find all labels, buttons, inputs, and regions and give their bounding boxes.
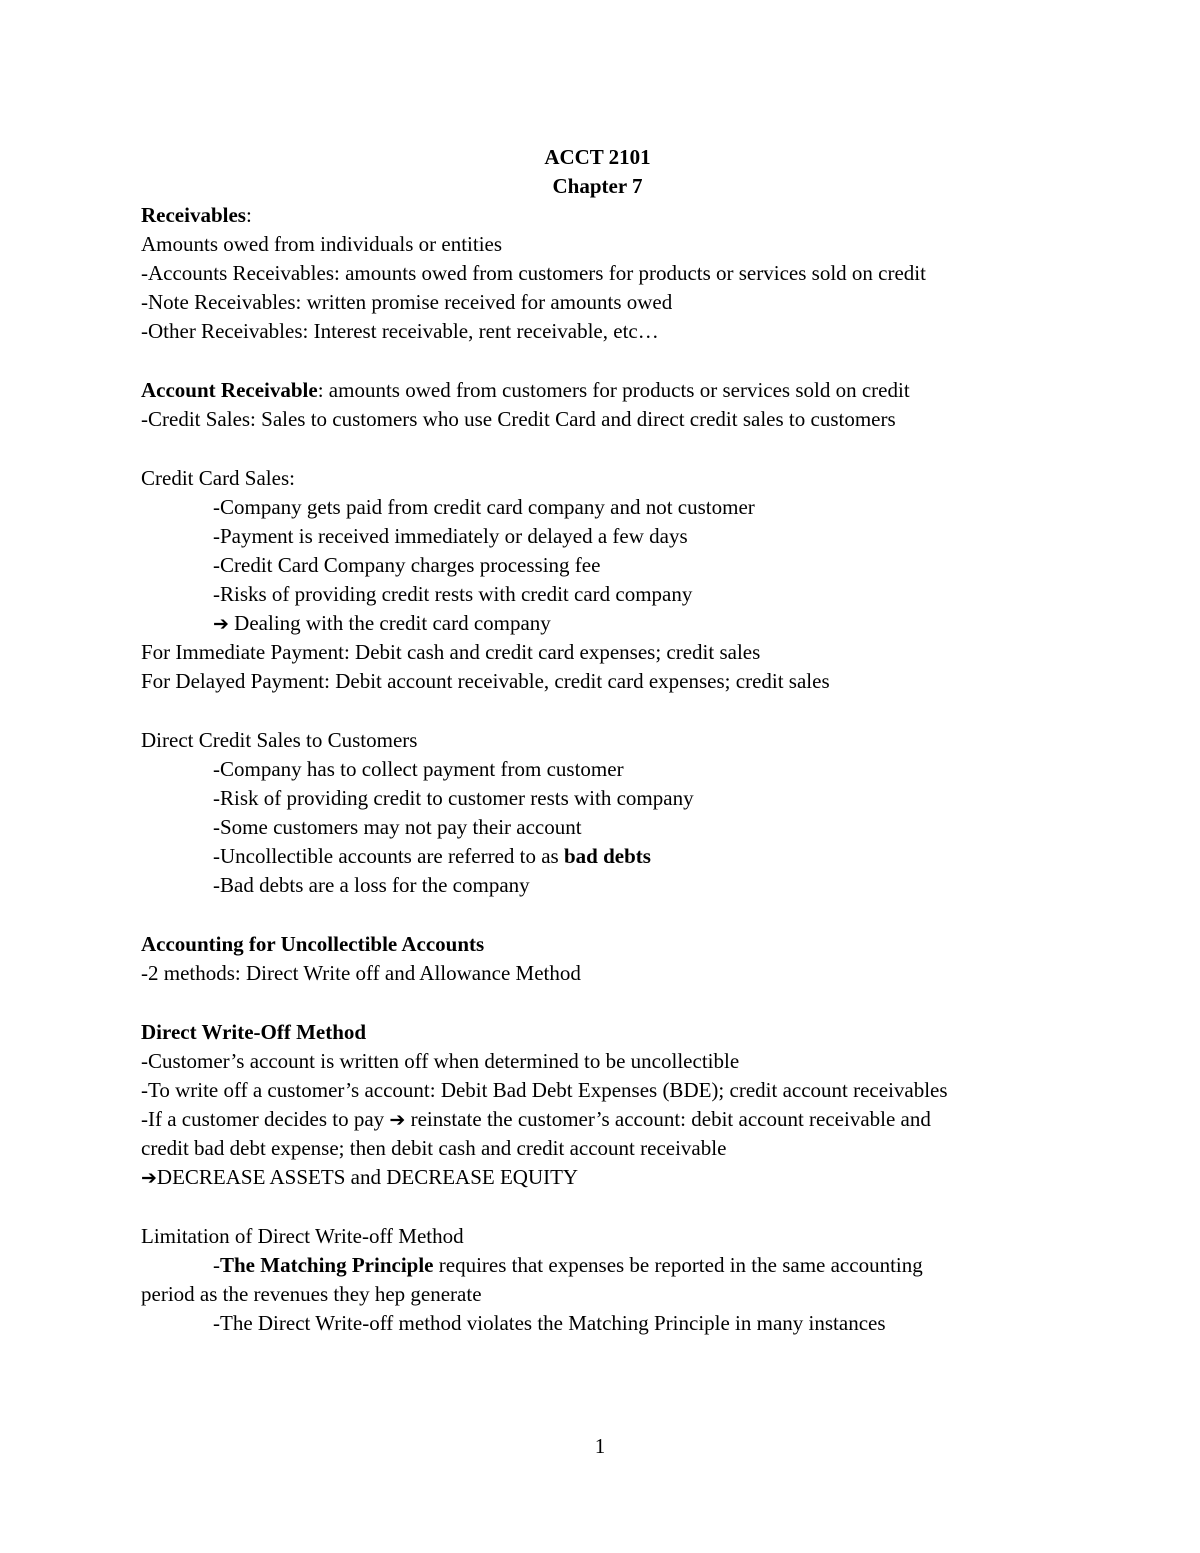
matching-principle-text: requires that expenses be reported in the same accounting xyxy=(433,1253,923,1277)
credit-card-sales-heading: Credit Card Sales: xyxy=(141,466,295,490)
receivables-heading: Receivables xyxy=(141,203,246,227)
direct-credit-item: -Risk of providing credit to customer rests with company xyxy=(213,786,694,810)
account-receivable-definition: : amounts owed from customers for products or services sold on credit xyxy=(317,378,910,402)
uncollectible-accounts-heading: Accounting for Uncollectible Accounts xyxy=(141,932,485,956)
matching-principle-line xyxy=(213,1251,923,1280)
immediate-payment-line: For Immediate Payment: Debit cash and credit card expenses; credit sales xyxy=(141,640,761,664)
bad-debts-term: bad debts xyxy=(563,844,651,868)
right-arrow-icon: ➔ xyxy=(141,1167,157,1189)
direct-credit-item: -Company has to collect payment from customer xyxy=(213,757,624,781)
right-arrow-icon: ➔ xyxy=(389,1109,406,1131)
write-off-item: -Customer’s account is written off when determined to be uncollectible xyxy=(141,1049,740,1073)
matching-principle-continuation: period as the revenues they hep generate xyxy=(141,1282,482,1306)
direct-write-off-heading: Direct Write-Off Method xyxy=(141,1020,367,1044)
receivables-heading-colon: : xyxy=(245,203,252,227)
effect-text: DECREASE ASSETS and DECREASE EQUITY xyxy=(156,1165,579,1189)
write-off-item: -To write off a customer’s account: Debit Bad Debt Expenses (BDE); credit account receivables xyxy=(141,1078,948,1102)
account-receivable-heading: Account Receivable xyxy=(141,378,318,402)
bad-debts-loss-line: -Bad debts are a loss for the company xyxy=(213,873,530,897)
violation-line: -The Direct Write-off method violates the Matching Principle in many instances xyxy=(213,1311,886,1335)
matching-principle-term: The Matching Principle xyxy=(220,1253,434,1277)
account-receivable-line xyxy=(141,376,910,405)
chapter-title: Chapter 7 xyxy=(552,174,643,198)
course-title: ACCT 2101 xyxy=(544,145,651,169)
limitation-heading: Limitation of Direct Write-off Method xyxy=(141,1224,464,1248)
methods-line: -2 methods: Direct Write off and Allowance Method xyxy=(141,961,581,985)
matching-dash: - xyxy=(213,1253,220,1277)
credit-card-item: -Risks of providing credit rests with credit card company xyxy=(213,582,693,606)
reinstate-prefix: -If a customer decides to pay xyxy=(141,1107,390,1131)
reinstate-line xyxy=(141,1105,931,1135)
credit-card-item: -Credit Card Company charges processing fee xyxy=(213,553,601,577)
uncollectible-text: -Uncollectible accounts are referred to as xyxy=(213,844,564,868)
credit-card-arrow-text: Dealing with the credit card company xyxy=(228,611,551,635)
direct-credit-sales-heading: Direct Credit Sales to Customers xyxy=(141,728,418,752)
other-receivables-item: -Other Receivables: Interest receivable, rent receivable, etc… xyxy=(141,319,659,343)
effect-line xyxy=(141,1163,578,1193)
reinstate-continuation: credit bad debt expense; then debit cash and credit account receivable xyxy=(141,1136,727,1160)
receivables-definition: Amounts owed from individuals or entities xyxy=(141,232,503,256)
credit-card-item: -Payment is received immediately or delayed a few days xyxy=(213,524,688,548)
delayed-payment-line: For Delayed Payment: Debit account receivable, credit card expenses; credit sales xyxy=(141,669,830,693)
uncollectible-line xyxy=(213,842,651,871)
credit-sales-item: -Credit Sales: Sales to customers who use Credit Card and direct credit sales to customers xyxy=(141,407,896,431)
credit-card-item: -Company gets paid from credit card company and not customer xyxy=(213,495,755,519)
note-receivables-item: -Note Receivables: written promise received for amounts owed xyxy=(141,290,673,314)
page-number: 1 xyxy=(594,1434,606,1458)
credit-card-arrow-item xyxy=(213,609,551,639)
reinstate-text: reinstate the customer’s account: debit account receivable and xyxy=(405,1107,931,1131)
receivables-heading-line xyxy=(141,201,252,230)
accounts-receivables-item: -Accounts Receivables: amounts owed from customers for products or services sold on credit xyxy=(141,261,926,285)
direct-credit-item: -Some customers may not pay their account xyxy=(213,815,582,839)
right-arrow-icon: ➔ xyxy=(213,613,229,635)
